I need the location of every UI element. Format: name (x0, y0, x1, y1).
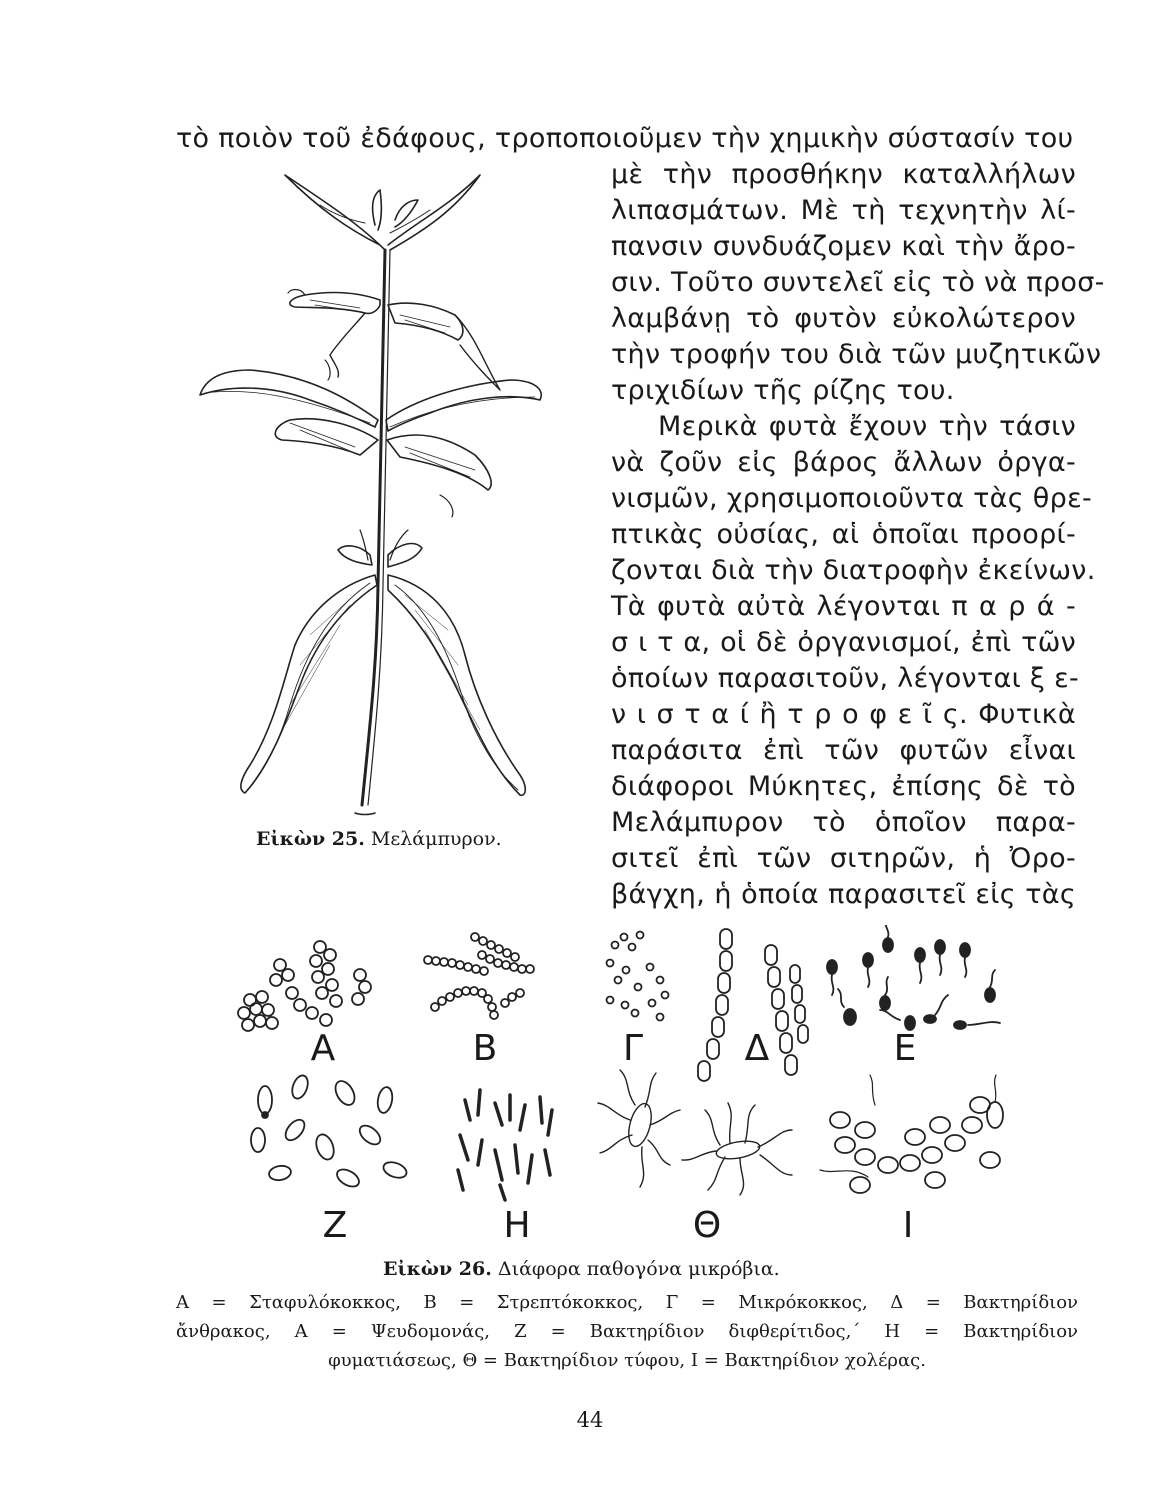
micrococcus-drawing (607, 932, 669, 1021)
streptococcus-drawing (424, 933, 534, 1019)
microbe-label-g: Γ (622, 1028, 644, 1069)
pseudomonas-drawing (827, 925, 1000, 1030)
melampyrum-plant-illustration (190, 165, 550, 825)
staphylococcus-drawing (238, 941, 371, 1031)
body-text-line: λιπασμάτων. Μὲ τὴ τεχνητὴν λί- (611, 195, 1076, 226)
figure-26-caption-text: Διάφορα παθογόνα μικρόβια. (497, 1258, 780, 1280)
microbe-label-th: Θ (692, 1205, 722, 1246)
diphtheria-bacillus-drawing (251, 1073, 409, 1190)
body-text-line: λαμβάνῃ τὸ φυτὸν εὐκολώτερον (611, 303, 1076, 334)
typhoid-bacillus-drawing (598, 1070, 792, 1195)
figure-25-label: Εἰκὼν 25. (256, 828, 365, 850)
body-text-line: σιτεῖ ἐπὶ τῶν σιτηρῶν, ἡ Ὀρο- (611, 843, 1076, 874)
body-text-line: ν ι σ τ α ί ἢ τ ρ ο φ ε ῖ ς. Φυτικὰ (611, 699, 1076, 730)
body-text-line: νὰ ζοῦν εἰς βάρος ἄλλων ὀργα- (611, 447, 1076, 478)
body-text-line: Τὰ φυτὰ αὐτὰ λέγονται π α ρ ά - (611, 591, 1076, 622)
body-text-line: Μελάμπυρον τὸ ὁποῖον παρα- (611, 807, 1076, 838)
body-text-line: παράσιτα ἐπὶ τῶν φυτῶν εἶναι (611, 735, 1076, 766)
microbe-label-a: Α (310, 1028, 336, 1069)
microbe-label-h: Η (503, 1205, 531, 1246)
body-text-line: ζονται διὰ τὴν διατροφὴν ἐκείνων. (611, 555, 1096, 586)
body-text-line: πτικὰς οὐσίας, αἱ ὁποῖαι προορί- (611, 519, 1076, 550)
body-text-line: μὲ τὴν προσθήκην καταλλήλων (611, 159, 1076, 190)
tuberculosis-bacillus-drawing (458, 1090, 552, 1200)
body-text-line: τὴν τροφήν του διὰ τῶν μυζητικῶν (611, 339, 1102, 370)
body-text-first-line: τὸ ποιὸν τοῦ ἐδάφους, τροποποιοῦμεν τὴν χημικὴν σύστασίν του (176, 123, 1074, 154)
figure-26-label: Εἰκὼν 26. (383, 1258, 492, 1280)
figure-26-legend-line: φυματιάσεως, Θ = Βακτηρίδιον τύφου, Ι = Βακτηρίδιον χολέρας. (328, 1350, 926, 1371)
body-text-line: τριχιδίων τῆς ρίζης του. (611, 375, 955, 406)
figure-25-caption-text: Μελάμπυρον. (370, 828, 502, 850)
figure-26-legend-line: Α = Σταφυλόκοκκος, Β = Στρεπτόκοκκος, Γ = Μικρόκοκκος, Δ = Βακτηρίδιον (176, 1292, 1078, 1313)
figure-26-caption (383, 1258, 780, 1280)
figure-25-caption (256, 828, 502, 850)
microbe-label-z: Ζ (322, 1205, 348, 1246)
cholera-vibrio-drawing (820, 1075, 1003, 1193)
microbe-label-b: Β (472, 1028, 498, 1069)
paragraph-indent-line: Μερικὰ φυτὰ ἔχουν τὴν τάσιν (658, 411, 1076, 442)
body-text-line: βάγχη, ἡ ὁποία παρασιτεῖ εἰς τὰς (611, 879, 1076, 910)
body-text-line: ὁποίων παρασιτοῦν, λέγονται ξ ε- (611, 663, 1080, 694)
body-text-line: νισμῶν, χρησιμοποιοῦντα τὰς θρε- (611, 483, 1093, 514)
microbe-label-i: Ι (902, 1205, 914, 1246)
body-text-line: σιν. Τοῦτο συντελεῖ εἰς τὸ νὰ προσ- (611, 267, 1105, 298)
microbe-label-e: Ε (893, 1028, 917, 1069)
body-text-line: πανσιν συνδυάζομεν καὶ τὴν ἄρο- (611, 231, 1076, 262)
page-number: 44 (576, 1408, 604, 1432)
figure-26-legend-line: ἄνθρακος, Α = Ψευδομονάς, Ζ = Βακτηρίδιον διφθερίτιδος,΄ Η = Βακτηρίδιον (176, 1321, 1078, 1342)
body-text-line: σ ι τ α, οἱ δὲ ὀργανισμοί, ἐπὶ τῶν (611, 627, 1076, 658)
microbe-label-d: Δ (744, 1028, 770, 1069)
body-text-line: διάφοροι Μύκητες, ἐπίσης δὲ τὸ (611, 771, 1076, 802)
